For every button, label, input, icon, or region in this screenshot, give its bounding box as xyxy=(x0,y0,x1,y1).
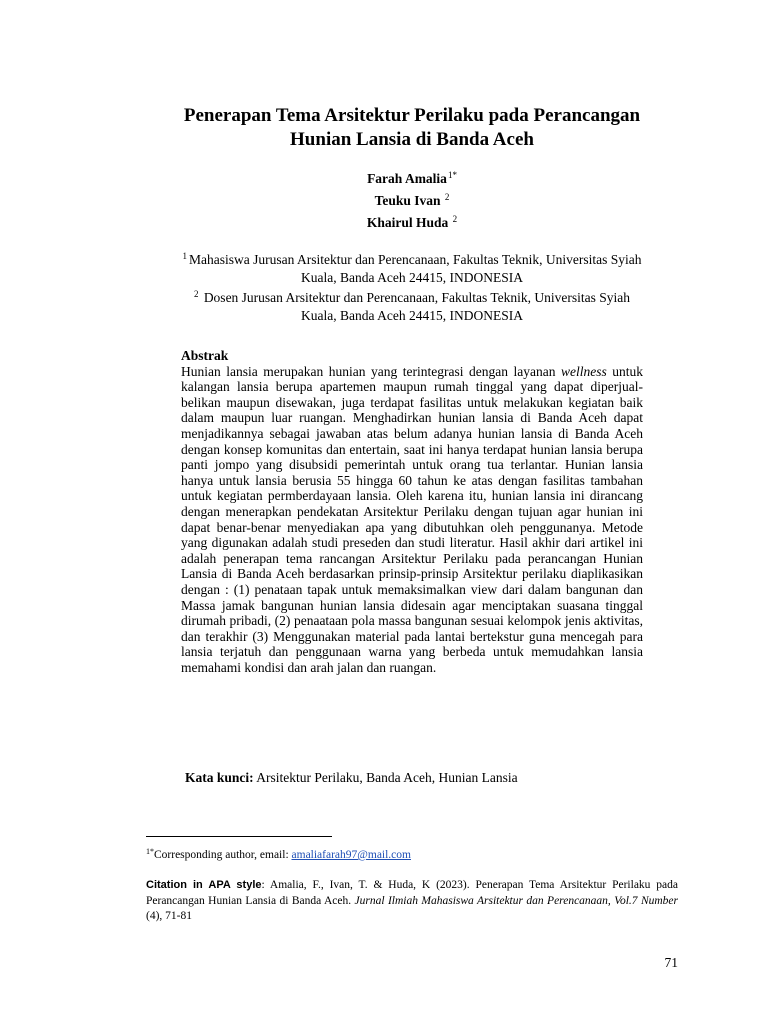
abstract-section xyxy=(181,348,643,675)
keywords xyxy=(185,769,645,786)
citation-text: Amalia, F., Ivan, T. & Huda, K (2023). Penerapan Tema Arsitektur Perilaku pada Perancangan Hunian Lansia di Banda Aceh. xyxy=(146,879,678,907)
footnote xyxy=(146,844,686,863)
email-link[interactable]: amaliafarah97@mail.com xyxy=(291,849,411,861)
citation-journal: Jurnal Ilmiah Mahasiswa Arsitektur dan Perencanaan, Vol.7 Number xyxy=(354,894,678,907)
author-1 xyxy=(200,166,624,188)
author-superscript: 2 xyxy=(444,192,450,202)
keywords-label: Kata kunci: xyxy=(185,770,254,785)
author-2 xyxy=(200,188,624,210)
author-name: Teuku Ivan xyxy=(374,193,441,208)
affiliation-superscript: 1 xyxy=(182,251,188,261)
abstract-body xyxy=(181,364,643,676)
affiliation-text: Dosen Jurusan Arsitektur dan Perencanaan, Fakultas Teknik, Universitas Syiah xyxy=(203,290,631,305)
title-line-2: Hunian Lansia di Banda Aceh xyxy=(290,129,534,150)
abstract-text-2: untuk kalangan lansia berupa apartemen maupun rumah tinggal yang dapat diperjual-belikan maupun disewakan, juga terdapat fasilitas untuk melakukan kegiatan baik dalam maupun luar ruangan. Menghadirkan hunian lansia di Banda Aceh dapat menjadikannya sebagai jawaban atas belum adanya hunian lansia di Banda Aceh dengan konsep komunitas dan entertain, saat ini hanya terdapat hunian lansia berupa panti jompo yang disubsidi pemerintah untuk orang tua terlantar. Hunian lansia hanya untuk lansia berusia 55 hingga 60 tahun ke atas dengan fasilitas tambahan untuk kegiatan permberdayaan lansia. Oleh karena itu, hunian lansia ini dirancang dengan menerapkan pendekatan Arsitektur Perilaku dengan tujuan agar hunian ini dapat benar-benar menyediakan apa yang dibutuhkan oleh penggunanya. Metode yang digunakan adalah studi preseden dan studi literatur. Hasil akhir dari artikel ini adalah penerapan tema rancangan Arsitektur Perilaku pada perancangan Hunian Lansia di Banda Aceh berdasarkan prinsip-prinsip Arsitektur perilaku diaplikasikan dengan : (1) penataan tapak untuk memaksimalkan view dari dalam bangunan dan Massa jamak bangunan hunian lansia didesain agar menciptakan suasana tinggal dirumah pribadi, (2) penaataan pola massa bangunan sesuai kelompok jenis aktivitas, dan terakhir (3) Menggunakan material pada lantai bertekstur guna mencegah para lansia terjatuh dan penggunaan warna yang berbeda untuk memudahkan lansia memahami kondisi dan arah jalan dan ruangan. xyxy=(181,363,643,675)
footnote-divider xyxy=(146,836,332,837)
title-line-1: Penerapan Tema Arsitektur Perilaku pada Perancangan xyxy=(183,105,641,126)
footnote-text: Corresponding author, email: xyxy=(154,849,292,861)
author-superscript: 1* xyxy=(447,170,457,180)
abstract-italic-term: wellness xyxy=(560,363,607,379)
affiliation-2-line-1 xyxy=(140,286,684,307)
author-3 xyxy=(200,210,624,232)
citation-tail: (4), 71-81 xyxy=(146,910,192,922)
footnote-superscript: 1* xyxy=(146,847,154,856)
affiliation-text: Mahasiswa Jurusan Arsitektur dan Perencanaan, Fakultas Teknik, Universitas Syiah xyxy=(189,252,642,267)
affiliations xyxy=(140,248,684,324)
affiliation-2-line-2: Kuala, Banda Aceh 24415, INDONESIA xyxy=(301,307,523,323)
author-list xyxy=(200,166,624,232)
affiliation-1-line-1 xyxy=(140,248,684,269)
citation-label: Citation in APA style xyxy=(146,879,262,891)
citation xyxy=(146,878,678,925)
abstract-heading: Abstrak xyxy=(181,348,229,363)
page-number: 71 xyxy=(664,955,678,970)
affiliation-1-line-2: Kuala, Banda Aceh 24415, INDONESIA xyxy=(301,269,523,285)
author-name: Khairul Huda xyxy=(366,215,449,230)
author-superscript: 2 xyxy=(452,214,458,224)
abstract-text-1: Hunian lansia merupakan hunian yang terintegrasi dengan layanan xyxy=(181,363,561,379)
affiliation-superscript: 2 xyxy=(193,289,199,299)
keywords-text: Arsitektur Perilaku, Banda Aceh, Hunian Lansia xyxy=(253,770,518,785)
citation-colon: : xyxy=(261,879,270,891)
paper-title xyxy=(140,104,684,152)
author-name: Farah Amalia xyxy=(367,171,447,186)
